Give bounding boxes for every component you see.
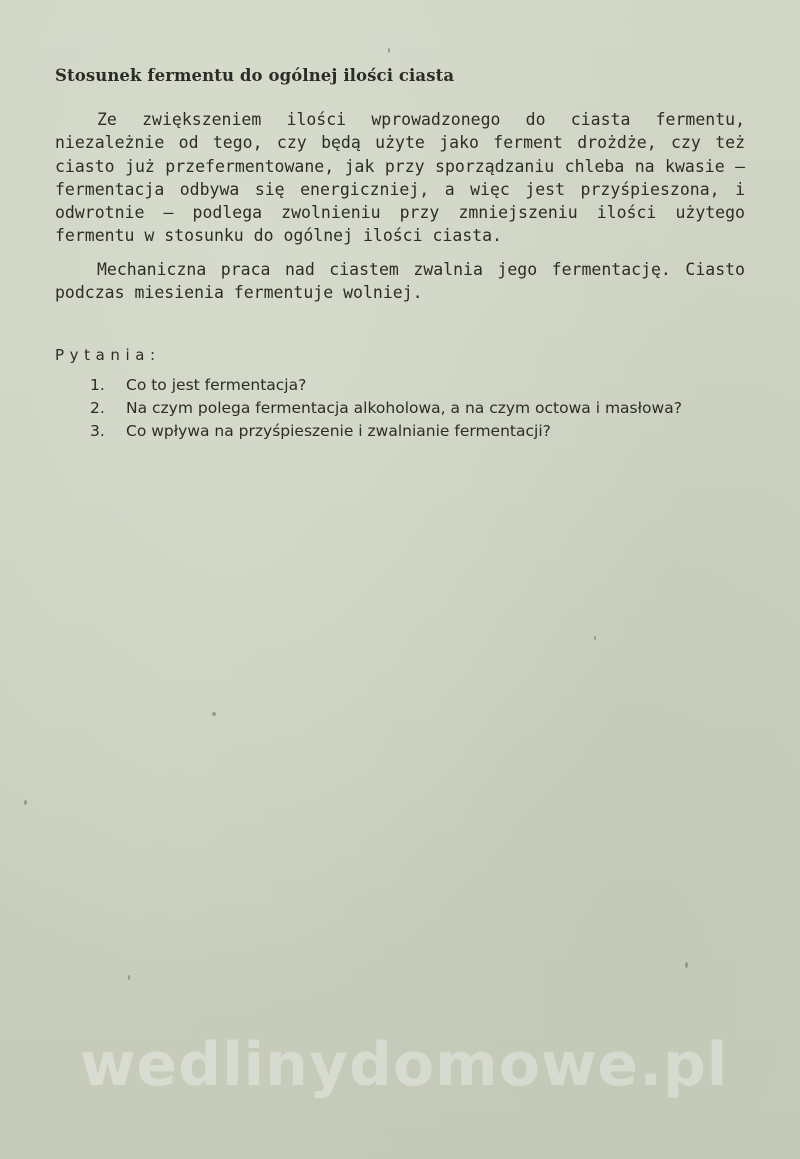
watermark: wedlinydomowe.pl <box>80 1030 729 1100</box>
questions-label: Pytania: <box>55 346 161 364</box>
paper-speck <box>685 962 688 968</box>
question-text: Co wpływa na przyśpieszenie i zwalnianie fermentacji? <box>126 422 551 440</box>
paper-speck <box>128 975 130 980</box>
question-item <box>90 399 750 418</box>
question-item <box>90 376 750 395</box>
paper-speck <box>212 712 216 716</box>
question-number: 1. <box>90 376 105 394</box>
paragraph-2-block <box>55 258 745 305</box>
question-number: 3. <box>90 422 105 440</box>
paper-speck <box>594 636 596 640</box>
paragraph-1-block <box>55 108 745 248</box>
paragraph-1: Ze zwiększeniem ilości wprowadzonego do ciasta fermentu, niezależnie od tego, czy będą użyte jako ferment drożdże, czy też ciasto już przefermentowane, jak przy sporządzaniu chleba na kwasie — fermentacja odbywa się energiczniej, a więc jest przyśpieszona, i odwrotnie — podlega zwolnieniu przy zmniejszeniu ilości użytego fermentu w stosunku do ogólnej ilości ciasta. <box>55 110 745 246</box>
paper-speck <box>24 800 27 805</box>
questions-list <box>90 376 750 445</box>
question-item <box>90 422 750 441</box>
question-text: Co to jest fermentacja? <box>126 376 307 394</box>
section-heading: Stosunek fermentu do ogólnej ilości ciasta <box>55 66 455 85</box>
question-text: Na czym polega fermentacja alkoholowa, a na czym octowa i masłowa? <box>126 399 682 417</box>
paragraph-2: Mechaniczna praca nad ciastem zwalnia jego fermentację. Ciasto podczas miesienia fermentuje wolniej. <box>55 260 745 303</box>
question-number: 2. <box>90 399 105 417</box>
paper-speck <box>388 48 390 53</box>
